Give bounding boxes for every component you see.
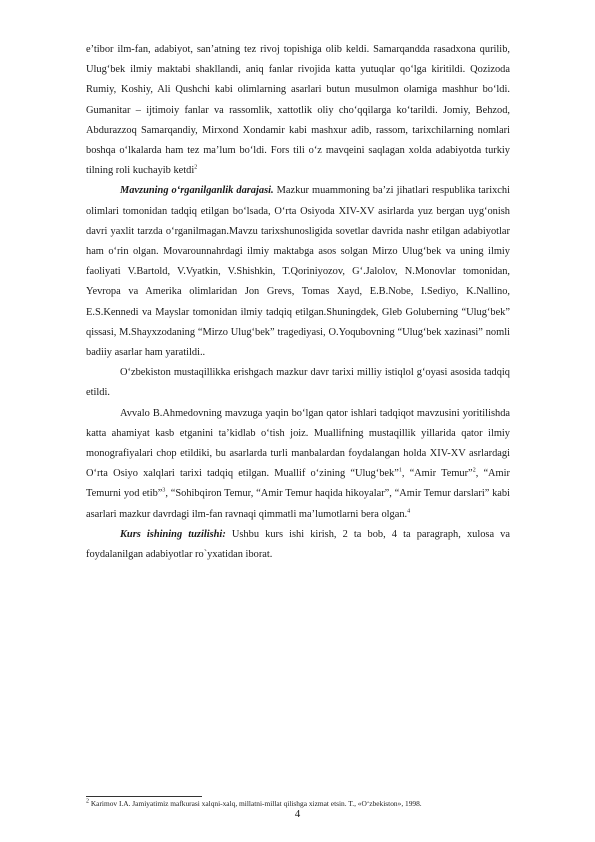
page-number: 4 (294, 808, 301, 820)
footnote-divider (86, 796, 202, 797)
footnote-ref: 2 (194, 164, 198, 171)
footnote-ref: 3 (162, 488, 166, 494)
paragraph-study-level: Mavzuning o‘rganilganlik darajasi. Mazkur muammoning ba’zi jihatlari respublika tarixchi olimlari tomonidan tadqiq etilgan bo‘lsada, O‘rta Osiyoda XIV-XV asirlarda yuz bergan uyg‘onish davri yaxlit tarzda o‘rganilmagan.Mavzu tarixshunosligida sovetlar davrida nashr etilgan adabiyotlar ham o‘rin olgan. Movarounnahrdagi ilmiy maktabga asos solgan Mirzo Ulug‘bek va uning ilmiy faoliyati V.Bartold, V.Vyatkin, V.Shishkin, T.Qoriniyozov, G‘.Jalolov, N.Monovlar tomonidan, Yevropa va Amerika olimlaridan Jon Grevs, Tomas Xayd, E.B.Nobe, I.Sediyo, K.Nallino, E.S.Kennedi va Mayslar tomonidan ilmiy tadqiq etilgan.Shuningdek, Gleb Goluberning “Ulug‘bek” qissasi, M.Shayxzodaning “Mirzo Ulug‘bek” tragediyasi, O.Yoqubovning “Ulug‘bek xazinasi” nomli badiiy asarlar ham yaratildi.. (86, 185, 511, 359)
footnote-text: Karimov I.A. Jamiyatimiz mafkurasi xalqni-xalq, millatni-millat qilishga xizmat etsin. T., «O‘zbekiston», 1998. (89, 799, 422, 808)
paragraph-ahmedov: Avvalo B.Ahmedovning mavzuga yaqin bo‘lgan qator ishlari tadqiqot mavzusini yoritilishda katta ahamiyat kasb etganini ta’kidlab o‘tish joiz. Muallifning mustaqillik yillarida qator ilmiy monografiyalari chop etildiki, bu asarlarda turli manbalardan foydalangan holda XIV-XV asrlardagi O‘rta Osiyo xalqlari tarixi tadqiq etilgan. Muallif o‘zining “Ulug‘bek”$^1$, “Amir Temur”$^2$, “Amir Temurni yod etib”$^3$, “Sohibqiron Temur, “Amir Temur haqida hikoyalar”, “Amir Temur darslari” kabi asarlari mazkur davrdagi ilm-fan ravnaqi qimmatli ma’lumotlarni bera olgan.$^4$ (86, 407, 510, 520)
footnote-ref: 4 (407, 508, 411, 515)
document-body (86, 40, 510, 565)
paragraph-intro: e’tibor ilm-fan, adabiyot, san’atning tez rivoj topishiga olib keldi. Samarqandda rasadxona qurilib, Ulug‘bek ilmiy maktabi shakllandi, aniq fanlar rivojida katta yutuqlar qo‘lga kiritildi. Qozizoda Rumiy, Koshiy, Ali Qushchi kabi olimlarning asarlari butun musulmon olamiga mashhur bo‘ldi. Gumanitar – ijtimoiy fanlar va rassomlik, xattotlik oliy cho‘qqilarga ko‘tarildi. Jomiy, Behzod, Abdurazzoq Samarqandiy, Mirxond Xondamir kabi mashxur adib, rassom, tarixchilarning nomlari boshqa o‘lkalarda ham tez ma’lum bo‘ldi. Fors tili o‘z mavqeini saqlagan xolda adabiyotda turkiy tilning roli kuchayib ketdi$^2$ (86, 44, 510, 177)
footnote-mark: 2 (86, 798, 89, 805)
section-heading-study-level: Mavzuning o‘rganilganlik darajasi. (120, 185, 274, 197)
paragraph-independence: O‘zbekiston mustaqillikka erishgach mazkur davr tarixi milliy istiqlol g‘oyasi asosida tadqiq etildi. (86, 367, 510, 399)
section-heading-structure: Kurs ishining tuzilishi: (120, 528, 226, 540)
footnote-ref: 2 (472, 467, 476, 474)
paragraph-structure: Kurs ishining tuzilishi: Ushbu kurs ishi kirish, 2 ta bob, 4 ta paragraph, xulosa va foydalanilgan adabiyotlar ro`yxatidan iborat. (86, 528, 510, 561)
footnote-ref: 1 (398, 467, 402, 474)
